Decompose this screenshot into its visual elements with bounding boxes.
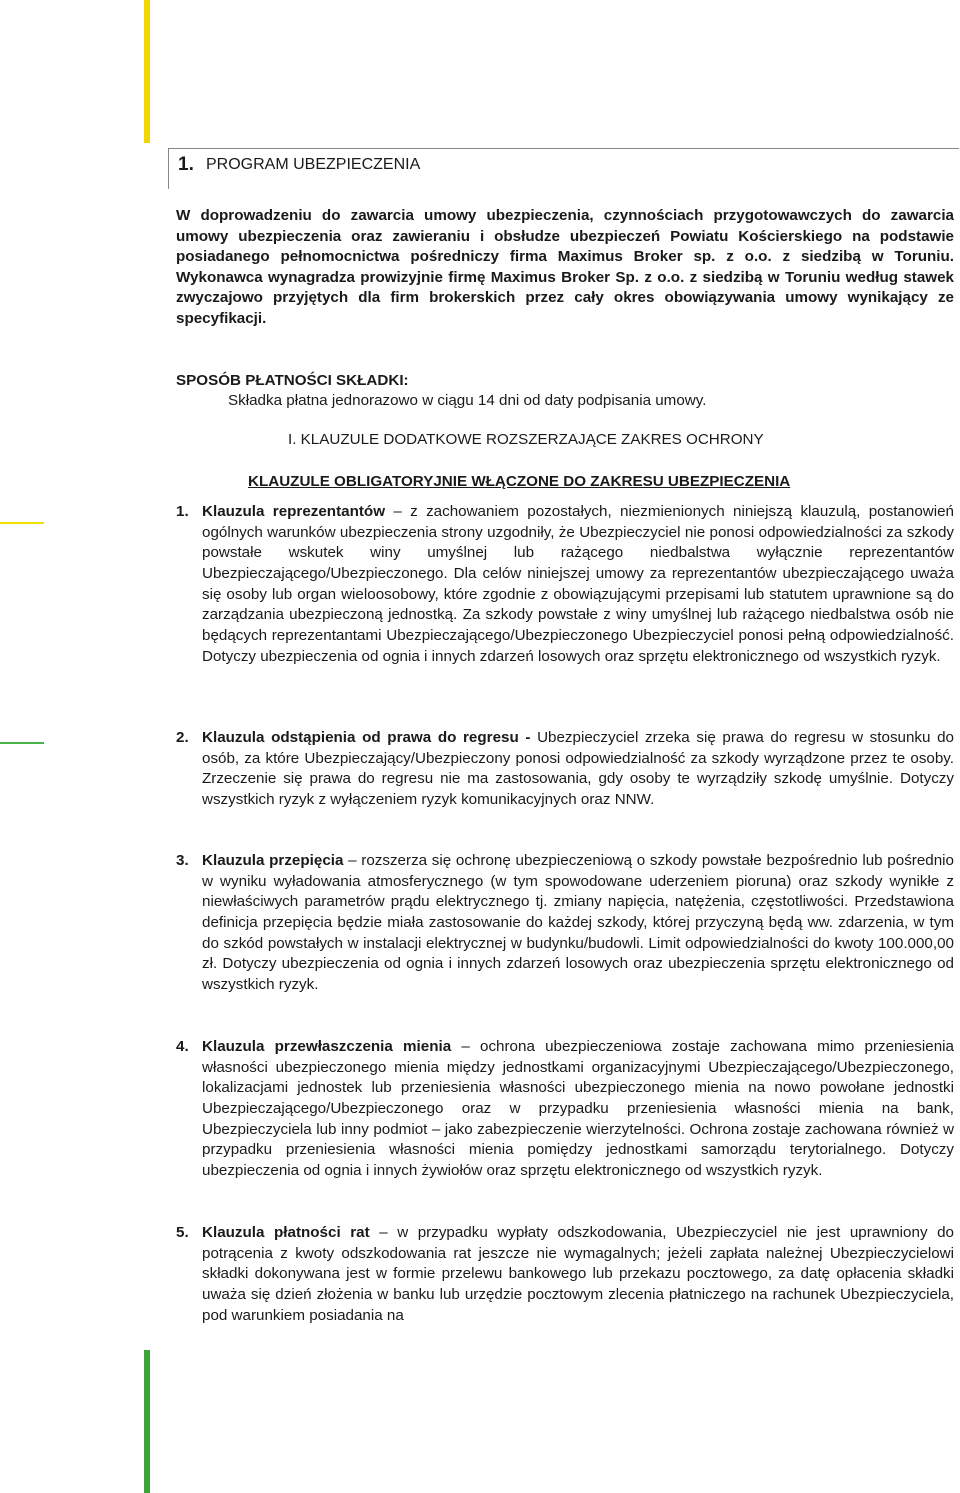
clause-title: Klauzula przewłaszczenia mienia: [202, 1038, 452, 1055]
clause-title: Klauzula płatności rat: [202, 1224, 370, 1241]
section-number: 1.: [178, 154, 194, 175]
clause-text: Ubezpieczyciel zrzeka się prawa do regresu w stosunku do osób, za które Ubezpieczający/Ubezpieczony ponosi odpowiedzialność za szkody wyrządzone przez te osoby. Zrzeczenie się prawa do regresu nie ma zastosowania, gdy osoby te wyrządziły szkodę umyślnie. Dotyczy wszystkich ryzyk z wyłączeniem ryzyk komunikacyjnych oraz NNW.: [202, 729, 954, 808]
clause-title: Klauzula reprezentantów: [202, 503, 386, 520]
clause-item: [176, 851, 955, 996]
clause-number: 5.: [176, 1224, 189, 1241]
clause-number: 1.: [176, 503, 189, 520]
clause-item: [176, 1037, 954, 1182]
clause-item: [176, 1223, 954, 1326]
obligatory-clauses-title: KLAUZULE OBLIGATORYJNIE WŁĄCZONE DO ZAKRESU UBEZPIECZENIA: [248, 473, 791, 490]
clause-title: Klauzula odstąpienia od prawa do regresu -: [202, 729, 531, 746]
intro-paragraph: W doprowadzeniu do zawarcia umowy ubezpieczenia, czynnościach przygotowawczych do zawarcia umowy ubezpieczenia oraz zawieraniu i obsłudze ubezpieczeń Powiatu Kościerskiego na podstawie posiadanego pełnomocnictwa pośredniczy firma Maximus Broker sp. z o.o. z siedzibą w Toruniu. Wykonawca wynagradza prowizyjnie firmę Maximus Broker Sp. z o.o. z siedzibą w Toruniu według stawek zwyczajowo przyjętych dla firm brokerskich przez cały okres obowiązywania umowy wynikający ze specyfikacji.: [176, 207, 954, 327]
clause-item: [176, 502, 954, 667]
margin-marker: [0, 742, 44, 744]
clause-text: – z zachowaniem pozostałych, niezmienionych niniejszą klauzulą, postanowień ogólnych warunków ubezpieczenia strony uzgodniły, że Ubezpieczyciel nie ponosi odpowiedzialności za szkody powstałe wskutek winy umyślnej lub rażącego niedbalstwa wyłącznie reprezentantów Ubezpieczającego/Ubezpieczonego. Dla celów niniejszej umowy za reprezentantów ubezpieczającego uważa się osoby lub organ wieloosobowy, które zgodnie z obowiązującymi przepisami lub statutem uprawnione są do zarządzania ubezpieczoną jednostką. Za szkody powstałe z winy umyślnej lub rażącego niedbalstwa osób nie będących reprezentantami Ubezpieczającego/Ubezpieczonego Ubezpieczyciel ponosi pełną odpowiedzialność. Dotyczy ubezpieczenia od ognia i innych zdarzeń losowych oraz sprzętu elektronicznego od wszystkich ryzyk.: [202, 503, 954, 665]
clause-text: – w przypadku wypłaty odszkodowania, Ubezpieczyciel nie jest uprawniony do potrącenia z kwoty odszkodowania rat jeszcze nie wymagalnych; jeżeli zapłata należnej Ubezpieczycielowi składki dokonywana jest w formie przelewu bankowego lub przekazu pocztowego, za datę opłacenia składki uważa się dzień złożenia w banku lub urzędzie pocztowym zlecenia płatniczego na rachunek Ubezpieczyciela, pod warunkiem posiadania na: [202, 1224, 954, 1324]
green-margin-bar: [144, 1350, 150, 1493]
klauzule-section-title: I. KLAUZULE DODATKOWE ROZSZERZAJĄCE ZAKRES OCHRONY: [288, 431, 764, 448]
section-title: PROGRAM UBEZPIECZENIA: [206, 156, 421, 173]
payment-text: Składka płatna jednorazowo w ciągu 14 dni od daty podpisania umowy.: [228, 392, 707, 409]
yellow-margin-bar: [144, 0, 150, 143]
clause-item: [176, 728, 954, 811]
clause-number: 4.: [176, 1038, 189, 1055]
clause-text: – ochrona ubezpieczeniowa zostaje zachowana mimo przeniesienia własności ubezpieczonego mienia między jednostkami organizacyjnymi Ubezpieczającego/Ubezpieczonego, lokalizacjami jednostek lub przeniesienia własności ubezpieczonego mienia na nowo powołane jednostki Ubezpieczającego/Ubezpieczonego oraz w przypadku przeniesienia własności mienia na bank, Ubezpieczyciela lub inny podmiot – jako zabezpieczenie wierzytelności. Ochrona zostaje zachowana również w przypadku przeniesienia własności mienia pomiędzy jednostkami samorządu terytorialnego. Dotyczy ubezpieczenia od ognia i innych żywiołów oraz sprzętu elektronicznego od wszystkich ryzyk.: [202, 1038, 954, 1179]
payment-heading: SPOSÓB PŁATNOŚCI SKŁADKI:: [176, 372, 409, 389]
clause-title: Klauzula przepięcia: [202, 852, 344, 869]
section-header: [168, 148, 959, 189]
clause-number: 3.: [176, 852, 189, 869]
margin-marker: [0, 522, 44, 524]
clause-text: – rozszerza się ochronę ubezpieczeniową o szkody powstałe bezpośrednio lub pośrednio w wyniku wyładowania atmosferycznego (w tym spowodowane uderzeniem pioruna) oraz szkody wynikłe z niewłaściwych parametrów prądu elektrycznego tj. zmiany napięcia, natężenia, częstotliwości. Przedstawiona definicja przepięcia będzie miała zastosowanie do każdej szkody, której przyczyną będą ww. zdarzenia, w tym do szkód powstałych w instalacji elektrycznej w budynku/budowli. Limit odpowiedzialności do kwoty 100.000,00 zł. Dotyczy ubezpieczenia od ognia i innych zdarzeń losowych oraz ubezpieczenia sprzętu elektronicznego od wszystkich ryzyk.: [202, 852, 955, 993]
clause-number: 2.: [176, 729, 189, 746]
